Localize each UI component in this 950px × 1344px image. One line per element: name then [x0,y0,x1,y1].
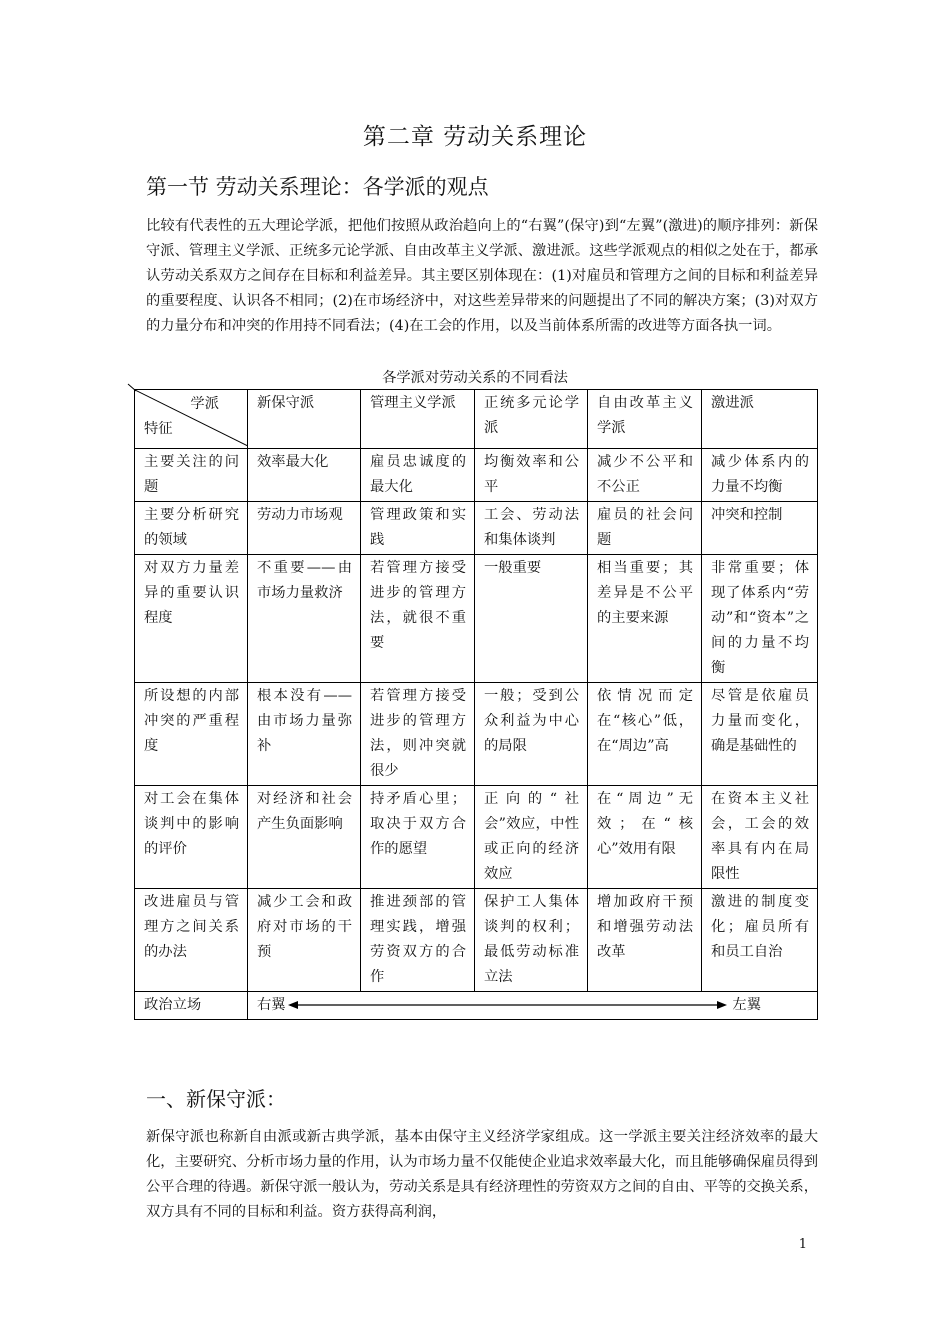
header-school: 管理主义学派 [361,390,475,449]
table-cell: 增加政府干预和增强劳动法改革 [588,889,702,992]
intro-paragraph: 比较有代表性的五大理论学派，把他们按照从政治趋向上的“右翼”(保守)到“左翼”(激进)的顺序排列：新保守派、管理主义学派、正统多元论学派、自由改革主义学派、激进派。这些学派观点的相似之处在于，都承认劳动关系双方之间存在目标和利益差异。其主要区别体现在：(1)对雇员和管理方之间的目标和利益差异的重要程度、认识各不相同；(2)在市场经济中，对这些差异带来的问题提出了不同的解决方案；(3)对双方的力量分布和冲突的作用持不同看法；(4)在工会的作用，以及当前体系所需的改进等方面各执一词。 [146,218,818,334]
table-header-row [135,390,818,449]
table-cell: 工会、劳动法和集体谈判 [475,502,588,555]
table-cell: 持矛盾心里；取决于双方合作的愿望 [361,786,475,889]
header-school: 自由改革主义学派 [588,390,702,449]
table-cell: 非常重要；体现了体系内“劳动”和“资本”之间的力量不均衡 [702,555,818,683]
table-row [135,449,818,502]
row-feature: 所设想的内部冲突的严重程度 [135,683,248,786]
left-wing-label: 左翼 [732,997,761,1013]
table-cell: 减少体系内的力量不均衡 [702,449,818,502]
table-cell: 对经济和社会产生负面影响 [248,786,361,889]
table-cell: 若管理方接受进步的管理方法，就很不重要 [361,555,475,683]
row-feature: 改进雇员与管理方之间关系的办法 [135,889,248,992]
table-cell: 减少工会和政府对市场的干预 [248,889,361,992]
header-school: 正统多元论学派 [475,390,588,449]
table-cell: 雇员忠诚度的最大化 [361,449,475,502]
row-feature: 对工会在集体谈判中的影响的评价 [135,786,248,889]
header-school: 新保守派 [248,390,361,449]
right-wing-label: 右翼 [257,997,286,1013]
table-row [135,502,818,555]
body-paragraph: 新保守派也称新自由派或新古典学派，基本由保守主义经济学家组成。这一学派主要关注经济效率的最大化，主要研究、分析市场力量的作用，认为市场力量不仅能使企业追求效率最大化，而且能够确保雇员得到公平合理的待遇。新保守派一般认为，劳动关系是具有经济理性的劳资双方之间的自由、平等的交换关系，双方具有不同的目标和利益。资方获得高利润， [146,1129,818,1220]
table-cell: 推进颈部的管理实践，增强劳资双方的合作 [361,889,475,992]
row-feature: 对双方力量差异的重要认识程度 [135,555,248,683]
table-caption: 各学派对劳动关系的不同看法 [382,370,568,386]
table-cell: 劳动力市场观 [248,502,361,555]
table-cell: 冲突和控制 [702,502,818,555]
political-spectrum-cell [248,992,818,1020]
political-label: 政治立场 [135,992,248,1020]
table-cell: 正向的“社会”效应，中性或正向的经济效应 [475,786,588,889]
table-cell: 一般重要 [475,555,588,683]
table-cell: 减少不公平和不公正 [588,449,702,502]
table-cell: 均衡效率和公平 [475,449,588,502]
political-row [135,992,818,1020]
table-cell: 保护工人集体谈判的权利；最低劳动标准立法 [475,889,588,992]
schools-comparison-table [134,389,818,1020]
subheading-neoconservative: 一、新保守派： [146,1087,286,1111]
table-cell: 在“周边”无效；在“核心”效用有限 [588,786,702,889]
table-row [135,786,818,889]
section-title: 第一节 劳动关系理论：各学派的观点 [146,175,489,199]
table-row [135,683,818,786]
table-cell: 一般；受到公众利益为中心的局限 [475,683,588,786]
row-feature: 主要分析研究的领域 [135,502,248,555]
table-cell: 根本没有——由市场力量弥补 [248,683,361,786]
corner-label-feature: 特征 [144,421,173,437]
table-cell: 依情况而定在“核心”低，在“周边”高 [588,683,702,786]
table-cell: 不重要——由市场力量救济 [248,555,361,683]
table-cell: 雇员的社会问题 [588,502,702,555]
page-number: 1 [798,1237,807,1252]
chapter-title: 第二章 劳动关系理论 [362,124,588,150]
table-cell: 尽管是依雇员力量而变化，确是基础性的 [702,683,818,786]
table-cell: 若管理方接受进步的管理方法，则冲突就很少 [361,683,475,786]
table-cell: 相当重要；其差异是不公平的主要来源 [588,555,702,683]
header-school: 激进派 [702,390,818,449]
row-feature: 主要关注的问题 [135,449,248,502]
table-cell: 激进的制度变化；雇员所有和员工自治 [702,889,818,992]
corner-cell [135,390,248,449]
table-row [135,555,818,683]
table-cell: 效率最大化 [248,449,361,502]
table-cell: 管理政策和实践 [361,502,475,555]
table-cell: 在资本主义社会，工会的效率具有内在局限性 [702,786,818,889]
table-row [135,889,818,992]
corner-label-school: 学派 [190,396,219,412]
